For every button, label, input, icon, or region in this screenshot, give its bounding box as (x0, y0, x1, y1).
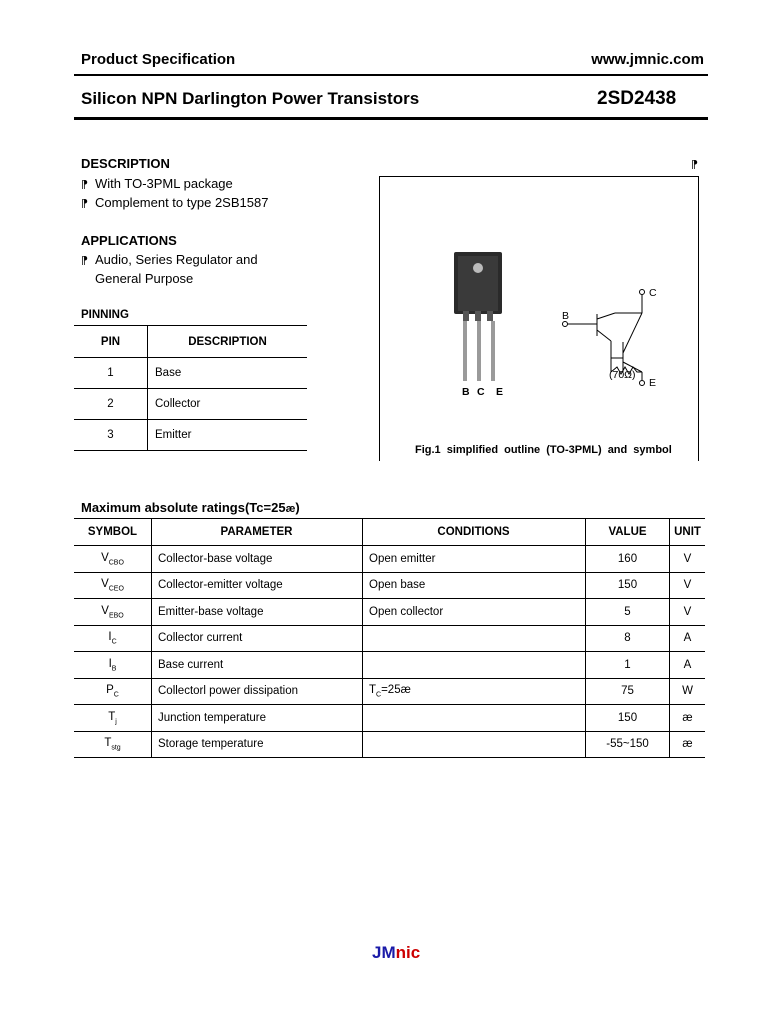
symbol-cell: $P_C$ (74, 678, 152, 705)
description-item: ⁋ With TO-3PML package (81, 176, 233, 191)
parameter-cell: Collectorl power dissipation (152, 678, 363, 705)
unit-cell: æ (670, 705, 706, 732)
pin-description: Collector (148, 389, 308, 420)
pin-label-c: C (477, 386, 485, 398)
unit-cell: V (670, 599, 706, 626)
symbol-header: SYMBOL (74, 519, 152, 546)
table-row (74, 572, 705, 599)
value-header: VALUE (586, 519, 670, 546)
unit-cell: W (670, 678, 706, 705)
conditions-cell: $T_C=25æ$ (363, 678, 586, 705)
transistor-package-image (454, 252, 502, 381)
symbol-cell: $I_B$ (74, 652, 152, 679)
table-row (74, 546, 705, 573)
figure-corner-mark: ⁋ (691, 159, 698, 171)
symbol-cell: $V_{CEO}$ (74, 572, 152, 599)
parameter-cell: Collector current (152, 625, 363, 652)
conditions-cell: Open collector (363, 599, 586, 626)
unit-cell: A (670, 652, 706, 679)
bullet-icon: ⁋ (81, 255, 88, 267)
part-number: 2SD2438 (597, 88, 677, 109)
value-cell: 160 (586, 546, 670, 573)
unit-cell: A (670, 625, 706, 652)
parameter-cell: Emitter-base voltage (152, 599, 363, 626)
doc-type-label: Product Specification (81, 51, 236, 68)
symbol-label-e: E (649, 377, 657, 389)
table-row (74, 358, 307, 389)
title-rule (74, 117, 708, 120)
description-item: ⁋ Complement to type 2SB1587 (81, 195, 269, 210)
table-row (74, 705, 705, 732)
ratings-title: Maximum absolute ratings(Tc=25æ) (81, 500, 300, 515)
ratings-table (74, 518, 705, 758)
bullet-icon: ⁋ (81, 198, 88, 210)
table-row (74, 599, 705, 626)
table-row (74, 389, 307, 420)
value-cell: 8 (586, 625, 670, 652)
value-cell: 75 (586, 678, 670, 705)
conditions-cell (363, 652, 586, 679)
pinning-title: PINNING (81, 309, 129, 321)
conditions-cell (363, 705, 586, 732)
table-row (74, 625, 705, 652)
parameter-cell: Collector-emitter voltage (152, 572, 363, 599)
pin-label-e: E (496, 386, 504, 398)
unit-cell: V (670, 546, 706, 573)
pinning-table (74, 325, 307, 451)
parameter-header: PARAMETER (152, 519, 363, 546)
applications-item: ⁋ Audio, Series Regulator and (81, 252, 258, 267)
conditions-cell (363, 731, 586, 758)
applications-item-cont: General Purpose (95, 271, 194, 286)
pin-number: 3 (74, 420, 148, 451)
table-row (74, 678, 705, 705)
unit-header: UNIT (670, 519, 706, 546)
doc-title: Silicon NPN Darlington Power Transistors (81, 89, 420, 108)
brand-nic: nic (395, 943, 421, 962)
figure-caption: Fig.1 simplified outline (TO-3PML) and symbol (415, 444, 672, 456)
unit-cell: æ (670, 731, 706, 758)
symbol-label-b: B (562, 310, 570, 322)
conditions-cell (363, 625, 586, 652)
bullet-icon: ⁋ (81, 179, 88, 191)
figure-drawing (379, 176, 697, 446)
description-title: DESCRIPTION (81, 156, 170, 171)
brand-m: M (381, 943, 396, 962)
value-cell: -55~150 (586, 731, 670, 758)
brand-logo (372, 943, 420, 963)
symbol-cell: $T_{stg}$ (74, 731, 152, 758)
pin-number: 2 (74, 389, 148, 420)
parameter-cell: Collector-base voltage (152, 546, 363, 573)
table-row (74, 652, 705, 679)
parameter-cell: Storage temperature (152, 731, 363, 758)
table-row (74, 731, 705, 758)
parameter-cell: Base current (152, 652, 363, 679)
symbol-cell: $V_{EBO}$ (74, 599, 152, 626)
pin-description: Emitter (148, 420, 308, 451)
applications-title: APPLICATIONS (81, 233, 177, 248)
pin-label-b: B (462, 386, 470, 398)
value-cell: 5 (586, 599, 670, 626)
value-cell: 150 (586, 572, 670, 599)
brand-j: J (372, 943, 382, 962)
value-cell: 150 (586, 705, 670, 732)
pin-description-header: DESCRIPTION (148, 326, 308, 358)
pin-header: PIN (74, 326, 148, 358)
conditions-cell: Open emitter (363, 546, 586, 573)
website-link[interactable]: www.jmnic.com (591, 51, 704, 68)
parameter-cell: Junction temperature (152, 705, 363, 732)
conditions-header: CONDITIONS (363, 519, 586, 546)
symbol-cell: $V_{CBO}$ (74, 546, 152, 573)
resistor-label: (70Ω) (609, 369, 636, 381)
symbol-cell: $T_j$ (74, 705, 152, 732)
value-cell: 1 (586, 652, 670, 679)
symbol-label-c: C (649, 287, 657, 299)
symbol-cell: $I_C$ (74, 625, 152, 652)
table-row (74, 420, 307, 451)
pin-description: Base (148, 358, 308, 389)
conditions-cell: Open base (363, 572, 586, 599)
header-rule (74, 74, 708, 76)
pin-number: 1 (74, 358, 148, 389)
unit-cell: V (670, 572, 706, 599)
